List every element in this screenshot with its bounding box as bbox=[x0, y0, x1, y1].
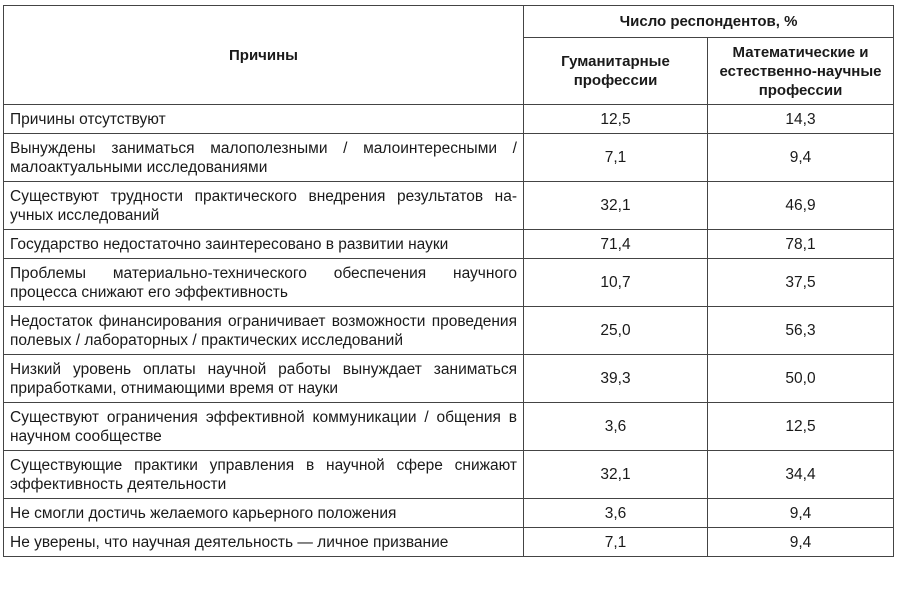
humanities-value: 39,3 bbox=[524, 355, 708, 403]
header-respondents-percent: Число респондентов, % bbox=[524, 6, 894, 38]
table-row bbox=[4, 182, 894, 230]
humanities-value: 3,6 bbox=[524, 499, 708, 528]
table-row bbox=[4, 105, 894, 134]
sciences-value: 9,4 bbox=[708, 499, 894, 528]
humanities-value: 32,1 bbox=[524, 182, 708, 230]
survey-table bbox=[3, 5, 894, 557]
table-row bbox=[4, 528, 894, 557]
humanities-value: 25,0 bbox=[524, 307, 708, 355]
reason-cell: Не смогли достичь желаемого карьерного положения bbox=[4, 499, 524, 528]
reason-cell: Не уверены, что научная деятельность — личное призвание bbox=[4, 528, 524, 557]
humanities-value: 32,1 bbox=[524, 451, 708, 499]
table-row bbox=[4, 134, 894, 182]
header-humanities: Гуманитарные профессии bbox=[524, 38, 708, 105]
sciences-value: 9,4 bbox=[708, 134, 894, 182]
sciences-value: 78,1 bbox=[708, 230, 894, 259]
sciences-value: 56,3 bbox=[708, 307, 894, 355]
table-row bbox=[4, 451, 894, 499]
humanities-value: 7,1 bbox=[524, 134, 708, 182]
humanities-value: 7,1 bbox=[524, 528, 708, 557]
reason-cell: Государство недостаточно заинтересовано в развитии науки bbox=[4, 230, 524, 259]
sciences-value: 14,3 bbox=[708, 105, 894, 134]
table-row bbox=[4, 499, 894, 528]
sciences-value: 9,4 bbox=[708, 528, 894, 557]
humanities-value: 3,6 bbox=[524, 403, 708, 451]
header-reasons: Причины bbox=[4, 6, 524, 105]
sciences-value: 12,5 bbox=[708, 403, 894, 451]
reason-cell: Вынуждены заниматься малополезными / малоинтересными / малоактуальными исследованиями bbox=[4, 134, 524, 182]
sciences-value: 37,5 bbox=[708, 259, 894, 307]
table-row bbox=[4, 403, 894, 451]
reason-cell: Существуют трудности практического внедрения результатов научных исследований bbox=[4, 182, 524, 230]
table-row bbox=[4, 355, 894, 403]
table-row bbox=[4, 307, 894, 355]
reason-cell: Существуют ограничения эффективной коммуникации / общения в научном сообществе bbox=[4, 403, 524, 451]
reason-cell: Существующие практики управления в научной сфере снижают эффективность деятельности bbox=[4, 451, 524, 499]
humanities-value: 12,5 bbox=[524, 105, 708, 134]
reason-cell: Низкий уровень оплаты научной работы вынуждает заниматься приработками, отнимающими время от науки bbox=[4, 355, 524, 403]
humanities-value: 71,4 bbox=[524, 230, 708, 259]
sciences-value: 50,0 bbox=[708, 355, 894, 403]
sciences-value: 46,9 bbox=[708, 182, 894, 230]
sciences-value: 34,4 bbox=[708, 451, 894, 499]
reason-cell: Недостаток финансирования ограничивает возможности проведения полевых / лабораторных / практических исследований bbox=[4, 307, 524, 355]
humanities-value: 10,7 bbox=[524, 259, 708, 307]
table-row bbox=[4, 230, 894, 259]
table-row bbox=[4, 259, 894, 307]
header-sciences: Математические и естественно-научные профессии bbox=[708, 38, 894, 105]
reason-cell: Проблемы материально-технического обеспечения научного процесса снижают его эффективность bbox=[4, 259, 524, 307]
reason-cell: Причины отсутствуют bbox=[4, 105, 524, 134]
